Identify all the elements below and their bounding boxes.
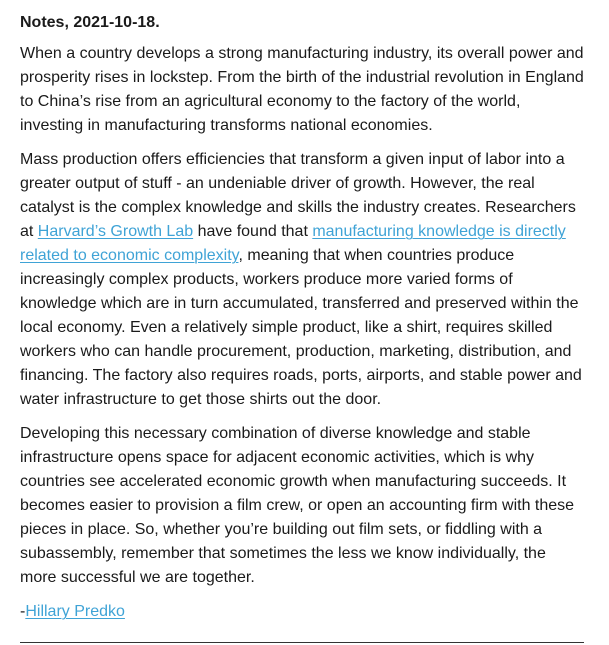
paragraph-knowledge-text-2: have found that (193, 223, 313, 240)
paragraph-knowledge-text-1: Mass production offers efficiencies that transform a given input of labor into a greater output of stuff - an undeniable driver of growth. However, the real catalyst is the complex knowledge and skills the industry creates. Researchers at (20, 151, 576, 240)
signature (20, 600, 586, 624)
note-title: Notes, 2021-10-18. (20, 14, 160, 31)
author-link[interactable]: Hillary Predko (25, 603, 125, 620)
economic-complexity-link[interactable]: manufacturing knowledge is directly related to economic complexity (20, 223, 566, 264)
paragraph-knowledge-text-3: , meaning that when countries produce increasingly complex products, workers produce more varied forms of knowledge which are in turn accumulated, transferred and preserved within the local economy. Even a relatively simple product, like a shirt, requires skilled workers who can handle procurement, production, marketing, distribution, and financing. The factory also requires roads, ports, airports, and stable power and water infrastructure to get those shirts out the door. (20, 247, 582, 408)
paragraph-knowledge (20, 148, 586, 412)
divider (20, 642, 584, 643)
paragraph-intro: When a country develops a strong manufacturing industry, its overall power and prosperity rises in lockstep. From the birth of the industrial revolution in England to China’s rise from an agricultural economy to the factory of the world, investing in manufacturing transforms national economies. (20, 45, 584, 134)
signature-prefix: - (20, 603, 26, 620)
harvard-growth-lab-link[interactable]: Harvard’s Growth Lab (37, 223, 194, 240)
paragraph-conclusion: Developing this necessary combination of diverse knowledge and stable infrastructure opens space for adjacent economic activities, which is why countries see accelerated economic growth when manufacturing succeeds. It becomes easier to provision a film crew, or open an accounting firm with these pieces in place. So, whether you’re building out film sets, or fiddling with a subassembly, remember that sometimes the less we know individually, the more successful we are together. (20, 425, 575, 586)
note-body (20, 12, 586, 624)
